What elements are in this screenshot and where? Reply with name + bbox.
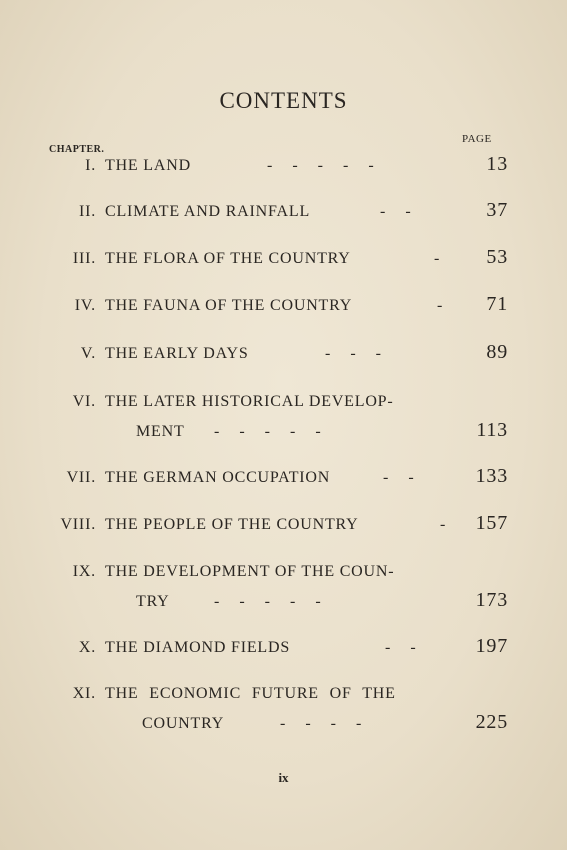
- page-number: 13: [486, 153, 508, 175]
- chapter-number: IX.: [72, 563, 96, 580]
- chapter-title: THE GERMAN OCCUPATION: [105, 469, 331, 486]
- chapter-title: THE EARLY DAYS: [105, 345, 249, 362]
- leader-dashes: - -: [383, 469, 414, 486]
- leader-dashes: - - -: [325, 345, 381, 362]
- chapter-title: THE DEVELOPMENT OF THE COUN-: [105, 563, 395, 580]
- folio-page-number: ix: [278, 770, 289, 785]
- leader-dashes: - - - -: [280, 715, 362, 732]
- chapter-number: I.: [85, 157, 96, 174]
- leader-dashes: - - - - -: [214, 423, 321, 440]
- leader-dashes: -: [434, 250, 440, 267]
- chapter-title: THE FAUNA OF THE COUNTRY: [105, 297, 353, 314]
- page-number: 37: [486, 199, 508, 221]
- chapter-number: IV.: [74, 297, 96, 314]
- page-number: 89: [486, 341, 508, 363]
- page-number: 133: [475, 465, 508, 487]
- page-number: 197: [475, 635, 508, 657]
- chapter-title: THE ECONOMIC FUTURE OF THE: [105, 685, 396, 702]
- chapter-title-continuation: COUNTRY: [142, 715, 225, 732]
- chapter-number: VI.: [72, 393, 96, 410]
- chapter-number: VIII.: [60, 516, 96, 533]
- page-title: CONTENTS: [219, 88, 348, 113]
- chapter-title: THE DIAMOND FIELDS: [105, 639, 291, 656]
- leader-dashes: - - - - -: [267, 157, 374, 174]
- leader-dashes: -: [437, 297, 443, 314]
- chapter-column-header: CHAPTER.: [49, 144, 105, 155]
- chapter-title: THE LATER HISTORICAL DEVELOP-: [105, 393, 394, 410]
- chapter-title: CLIMATE AND RAINFALL: [105, 203, 311, 220]
- page-number: 157: [475, 512, 508, 534]
- leader-dashes: - - - - -: [214, 593, 321, 610]
- page-number: 225: [475, 711, 508, 733]
- chapter-number: VII.: [66, 469, 96, 486]
- leader-dashes: - -: [385, 639, 416, 656]
- page-number: 71: [486, 293, 508, 315]
- chapter-title: THE LAND: [105, 157, 191, 174]
- chapter-title: THE FLORA OF THE COUNTRY: [105, 250, 351, 267]
- chapter-title-continuation: MENT: [136, 423, 185, 440]
- page-number: 53: [486, 246, 508, 268]
- page-number: 173: [475, 589, 508, 611]
- page-number: 113: [476, 419, 508, 441]
- leader-dashes: -: [440, 516, 446, 533]
- chapter-number: X.: [78, 639, 96, 656]
- leader-dashes: - -: [380, 203, 411, 220]
- chapter-number: XI.: [72, 685, 96, 702]
- chapter-number: III.: [72, 250, 96, 267]
- chapter-number: II.: [78, 203, 96, 220]
- chapter-title-continuation: TRY: [136, 593, 170, 610]
- chapter-number: V.: [80, 345, 96, 362]
- page-column-header: PAGE: [462, 133, 492, 145]
- chapter-title: THE PEOPLE OF THE COUNTRY: [105, 516, 359, 533]
